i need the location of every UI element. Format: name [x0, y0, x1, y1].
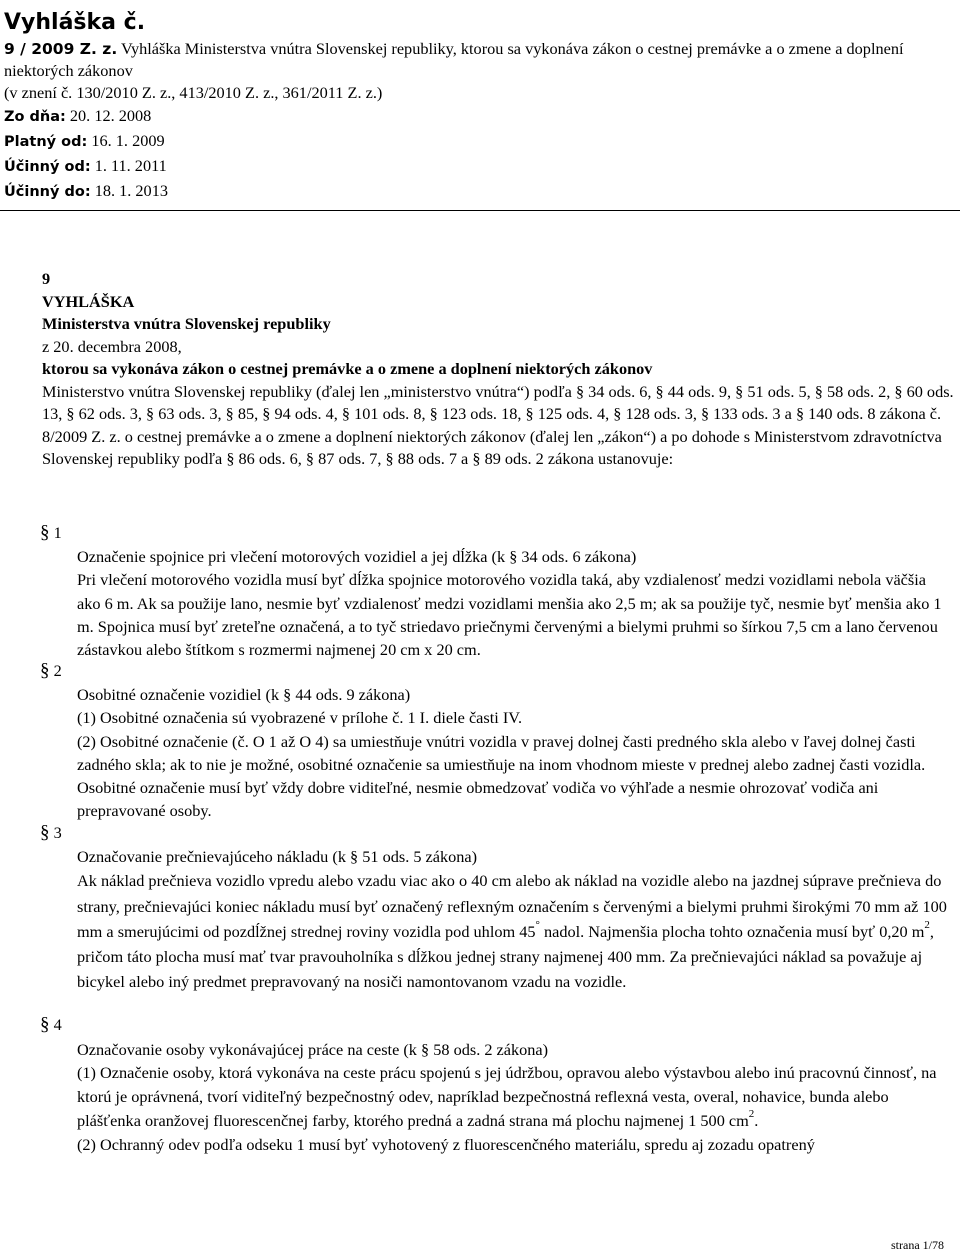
doc-title: Vyhláška č.	[4, 10, 146, 35]
page-number: strana 1/78	[891, 1238, 944, 1252]
section-symbol: §	[40, 822, 50, 843]
section-1-text: Pri vlečení motorového vozidla musí byť dĺžka spojnice motorového vozidla taká, aby vzdialenosť medzi vozidlami nebola väčšia ako 6 m. Ak sa použije lano, nesmie byť vzdialenosť medzi vozidlami menšia ako 2,5 m; ak sa použije tyč, nesmie byť menšia ako 1 m. Spojnica musí byť zreteľne označená, a to tyč striedavo priečnymi červenými a bielymi pruhmi so šírkou 7,5 cm a lano červenou zástavkou alebo štítkom s rozmermi najmenej 20 cm x 20 cm.	[77, 570, 942, 660]
section-3-marker	[40, 822, 62, 844]
section-1-body	[77, 545, 952, 661]
date-label: Účinný od:	[4, 159, 91, 175]
decree-ministry: Ministerstva vnútra Slovenskej republiky	[42, 314, 331, 333]
section-4-body	[77, 1038, 952, 1157]
section-1-marker	[40, 522, 62, 544]
section-2-title: Osobitné označenie vozidiel (k § 44 ods. 9 zákona)	[77, 685, 411, 704]
section-4-paragraph-1-end: .	[754, 1111, 759, 1131]
date-label: Zo dňa:	[4, 109, 66, 125]
decree-date: z 20. decembra 2008,	[42, 336, 182, 356]
section-2-marker	[40, 660, 62, 682]
date-label: Platný od:	[4, 134, 88, 150]
decree-preamble: Ministerstvo vnútra Slovenskej republiky (ďalej len „ministerstvo vnútra“) podľa § 34 ods. 6, § 44 ods. 9, § 51 ods. 5, § 58 ods. 2, § 60 ods. 13, § 62 ods. 3, § 63 ods. 3, § 85, § 94 ods. 4, § 101 ods. 8, § 123 ods. 18, § 125 ods. 4, § 128 ods. 3, § 133 ods. 3 a § 140 ods. 8 zákona č. 8/2009 Z. z. o cestnej premávke a o zmene a doplnení niektorých zákonov (ďalej len „zákon“) a po dohode s Ministerstvom zdravotníctva Slovenskej republiky podľa § 86 ods. 6, § 87 ods. 7, § 88 ods. 7 a § 89 ods. 2 zákona ustanovuje:	[42, 381, 954, 468]
section-3-title: Označovanie prečnievajúceho nákladu (k § 51 ods. 5 zákona)	[77, 847, 478, 866]
section-4-marker	[40, 1014, 62, 1036]
section-number: 4	[53, 1015, 62, 1034]
law-amendments: (v znení č. 130/2010 Z. z., 413/2010 Z. z., 361/2011 Z. z.)	[4, 83, 383, 102]
section-number: 2	[53, 661, 62, 680]
section-4-paragraph-2: (2) Ochranný odev podľa odseku 1 musí byť vyhotovený z fluorescenčného materiálu, spredu aj zozadu opatrený	[77, 1135, 815, 1155]
section-3-body	[77, 845, 952, 995]
section-4-paragraph-1-text: (1) Označenie osoby, ktorá vykonáva na ceste prácu spojenú s jej údržbou, opravou alebo výstavbou alebo inú pracovnú činnosť, na ktorú je oprávnená, tvorí viditeľný bezpečnostný odev, napríklad bezpečnostná reflexná vesta, overal, nohavice, bunda alebo plášťenka oranžovej fluorescenčnej farby, ktorého predná a zadná strana má plochu najmenej 1 500 cm	[77, 1063, 937, 1131]
date-label: Účinný do:	[4, 184, 91, 200]
section-symbol: §	[40, 522, 50, 543]
date-row-effective-from	[4, 154, 954, 179]
law-number: 9 / 2009 Z. z.	[4, 40, 118, 58]
section-number: 3	[53, 823, 62, 842]
section-1-title: Označenie spojnice pri vlečení motorových vozidiel a jej dĺžka (k § 34 ods. 6 zákona)	[77, 547, 637, 566]
section-symbol: §	[40, 660, 50, 681]
date-value: 1. 11. 2011	[94, 156, 167, 175]
section-number: 1	[53, 523, 62, 542]
document-header	[4, 10, 954, 204]
section-2-paragraph-2: (2) Osobitné označenie (č. O 1 až O 4) sa umiestňuje vnútri vozidla v pravej dolnej časti predného skla alebo v ľavej dolnej časti zadného skla; ak to nie je možné, osobitné označenie sa umiestňuje na inom vhodnom mieste v prednej alebo zadnej časti vozidla. Osobitné označenie musí byť vždy dobre viditeľné, nesmie obmedzovať vodiča vo výhľade a nesmie ohrozovať vodiča ani prepravované osoby.	[77, 731, 926, 821]
section-2-paragraph-1: (1) Osobitné označenia sú vyobrazené v prílohe č. 1 I. diele časti IV.	[77, 708, 523, 728]
date-row-valid-from	[4, 129, 954, 154]
law-description-text: Vyhláška Ministerstva vnútra Slovenskej republiky, ktorou sa vykonáva zákon o cestnej premávke a o zmene a doplnení niektorých zákonov	[4, 39, 904, 80]
section-4-title: Označovanie osoby vykonávajúcej práce na ceste (k § 58 ods. 2 zákona)	[77, 1040, 549, 1059]
decree-number: 9	[42, 269, 51, 288]
section-2-body	[77, 683, 952, 823]
square-superscript: 2	[748, 1108, 755, 1121]
date-row-issued	[4, 104, 954, 129]
section-4-paragraph-1	[77, 1061, 952, 1133]
decree-intro	[42, 268, 954, 471]
date-value: 16. 1. 2009	[91, 131, 165, 150]
degree-sign: °	[535, 918, 540, 931]
header-divider	[0, 210, 960, 211]
law-description	[4, 38, 954, 104]
square-superscript: 2	[924, 918, 930, 931]
decree-heading: VYHLÁŠKA	[42, 291, 135, 311]
section-symbol: §	[40, 1014, 50, 1035]
date-value: 20. 12. 2008	[69, 106, 152, 125]
section-3-text-b: nadol. Najmenšia plocha tohto označenia musí byť 0,20 m	[543, 921, 925, 941]
section-3-text	[77, 868, 952, 994]
section-3-text-c: , pričom táto plocha musí mať tvar pravouholníka s dĺžkou jednej strany najmenej 400 mm. Za prečnievajúci náklad sa považuje aj bicykel alebo iný predmet prepravovaný na nosiči namontovanom vzadu na vozidle.	[77, 921, 934, 992]
decree-subject: ktorou sa vykonáva zákon o cestnej premávke a o zmene a doplnení niektorých zákonov	[42, 359, 653, 378]
date-row-effective-to	[4, 179, 954, 204]
date-value: 18. 1. 2013	[94, 181, 168, 200]
section-3-text-a: Ak náklad prečnieva vozidlo vpredu alebo vzadu viac ako o 40 cm alebo ak náklad na vozidle alebo na jazdnej súprave prečnieva do strany, prečnievajúci koniec nákladu musí byť označený reflexným označením s červenými a bielymi pruhmi širokými 70 mm až 100 mm a smerujúcimi od pozdĺžnej strednej roviny vozidla pod uhlom 45	[77, 871, 947, 941]
